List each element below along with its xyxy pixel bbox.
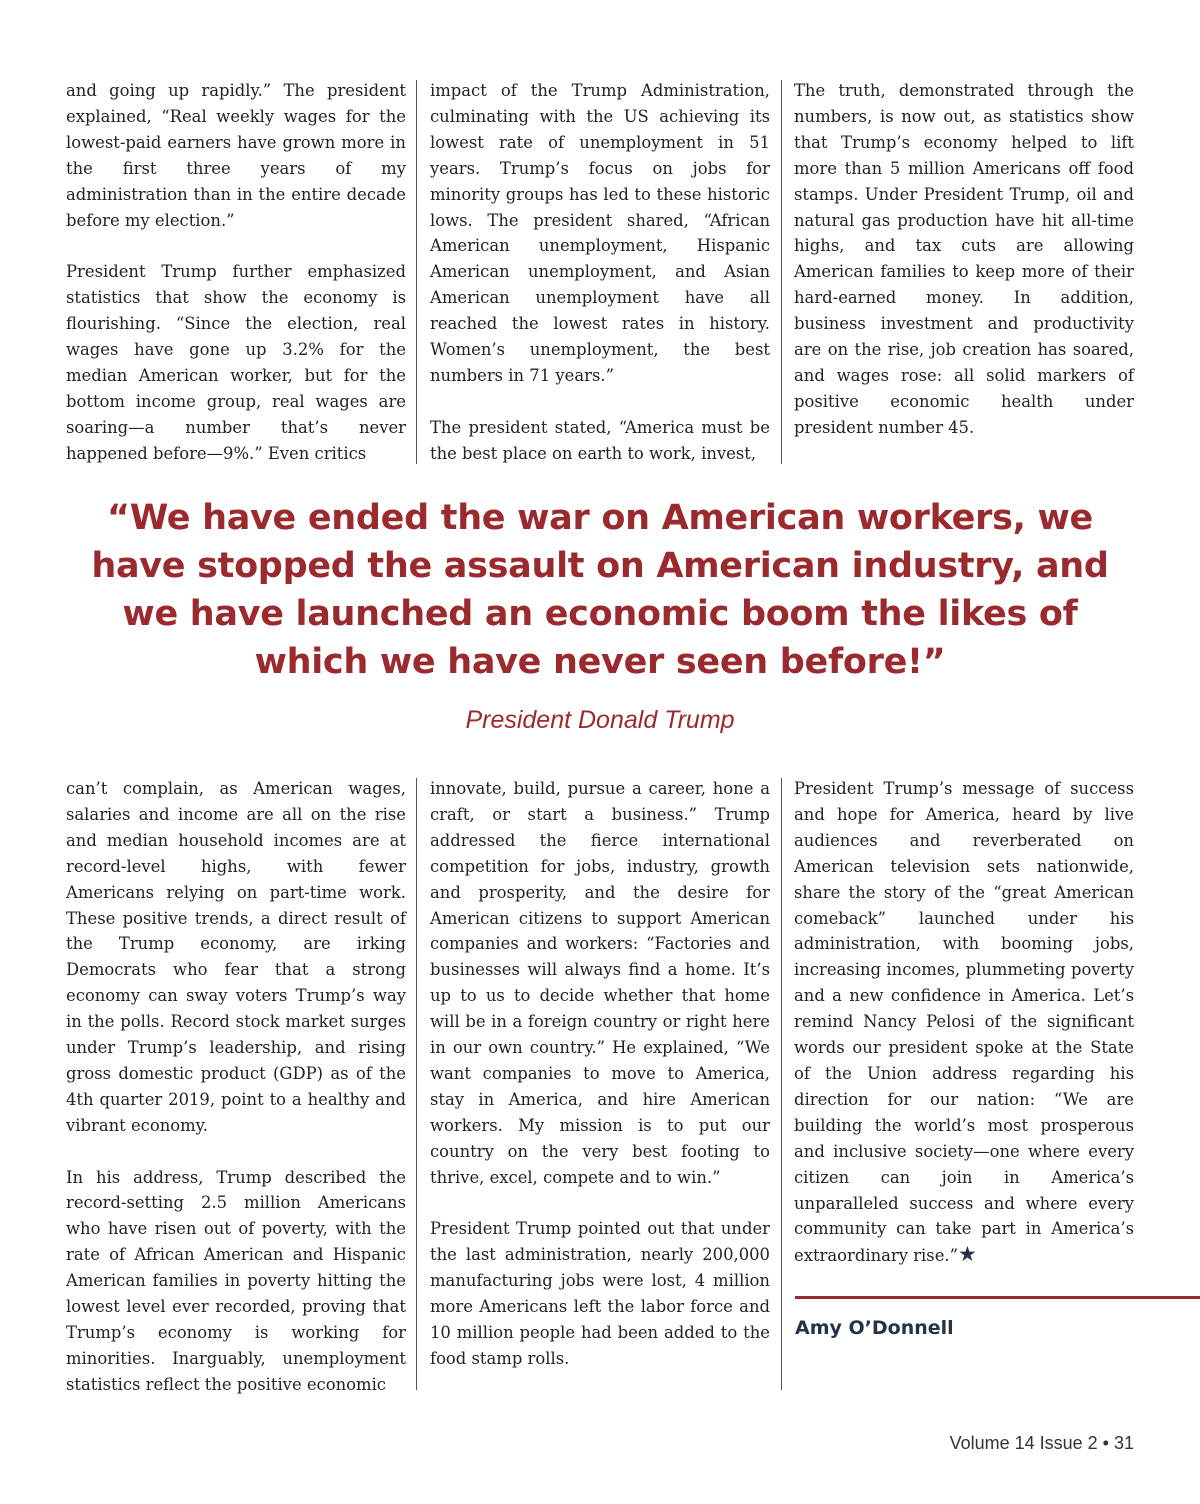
paragraph-text: President Trump’s message of success and hope for America, heard by live audiences and reverberated on American television sets nationwide, share the story of the “great American comeback” launched under his administration, with booming jobs, increasing incomes, plummeting poverty and a new confidence in America. Let’s remind Nancy Pelosi of the significant words our president spoke at the State of the Union address regarding his direction for our nation: “We are building the world’s most prosperous and inclusive society—one where every citizen can join in America’s unparalleled success and where every community can take part in America’s extraordinary rise.” [794,779,1134,1266]
star-icon: ★ [958,1242,977,1267]
bottom-columns [66,776,1136,1398]
top-column-2 [430,78,770,467]
bottom-column-1 [66,776,406,1398]
author-byline: Amy O’Donnell [795,1317,954,1339]
top-columns [66,78,1136,467]
paragraph: can’t complain, as American wages, salaries and income are all on the rise and median household incomes are at record-level highs, with fewer Americans relying on part-time work. These positive trends, a direct result of the Trump economy, are irking Democrats who fear that a strong economy can sway voters Trump’s way in the polls. Record stock market surges under Trump’s leadership, and rising gross domestic product (GDP) as of the 4th quarter 2019, point to a healthy and vibrant economy. [66,779,406,1135]
paragraph: and going up rapidly.” The president explained, “Real weekly wages for the lowest-paid earners have grown more in the first three years of my administration than in the entire decade before my election.” [66,81,406,230]
column-divider [781,778,782,1390]
paragraph: innovate, build, pursue a career, hone a craft, or start a business.” Trump addressed the fierce international competition for jobs, industry, growth and prosperity, and the desire for American citizens to support American companies and workers: “Factories and businesses will always find a home. It’s up to us to decide whether that home will be in a foreign country or right here in our own country.” He explained, “We want companies to move to America, stay in America, and hire American workers. My mission is to put our country on the very best footing to thrive, excel, compete and to win.” [430,779,770,1187]
paragraph: The president stated, “America must be the best place on earth to work, invest, [430,417,770,463]
top-column-1 [66,78,406,467]
column-divider [416,80,417,464]
column-divider [416,778,417,1390]
top-column-3 [794,78,1134,467]
page-folio: Volume 14 Issue 2 • 31 [949,1433,1134,1453]
paragraph: President Trump further emphasized statistics that show the economy is flourishing. “Since the election, real wages have gone up 3.2% for the median American worker, but for the bottom income group, real wages are soaring—a number that’s never happened before—9%.” Even critics [66,262,406,463]
quote-attribution: President Donald Trump [465,706,735,734]
paragraph [794,776,1134,1269]
column-divider [781,80,782,464]
bottom-column-2 [430,776,770,1398]
pull-quote: “We have ended the war on American workers, we have stopped the assault on American industry, and we have launched an economic boom the likes of which we have never seen before!” [91,498,1109,682]
paragraph: President Trump pointed out that under the last administration, nearly 200,000 manufacturing jobs were lost, 4 million more Americans left the labor force and 10 million people had been added to the food stamp rolls. [430,1219,770,1368]
bottom-column-3 [794,776,1134,1398]
paragraph: In his address, Trump described the record-setting 2.5 million Americans who have risen out of poverty, with the rate of African American and Hispanic American families in poverty hitting the lowest level ever recorded, proving that Trump’s economy is working for minorities. Inarguably, unemployment statistics reflect the positive economic [66,1167,406,1394]
paragraph: impact of the Trump Administration, culminating with the US achieving its lowest rate of unemployment in 51 years. Trump’s focus on jobs for minority groups has led to these historic lows. The president shared, “African American unemployment, Hispanic American unemployment, and Asian American unemployment have all reached the lowest rates in history. Women’s unemployment, the best numbers in 71 years.” [430,81,770,385]
byline-rule [795,1296,1200,1299]
paragraph: The truth, demonstrated through the numbers, is now out, as statistics show that Trump’s economy helped to lift more than 5 million Americans off food stamps. Under President Trump, oil and natural gas production have hit all-time highs, and tax cuts are allowing American families to keep more of their hard-earned money. In addition, business investment and productivity are on the rise, job creation has soared, and wages rose: all solid markers of positive economic health under president number 45. [794,81,1134,437]
